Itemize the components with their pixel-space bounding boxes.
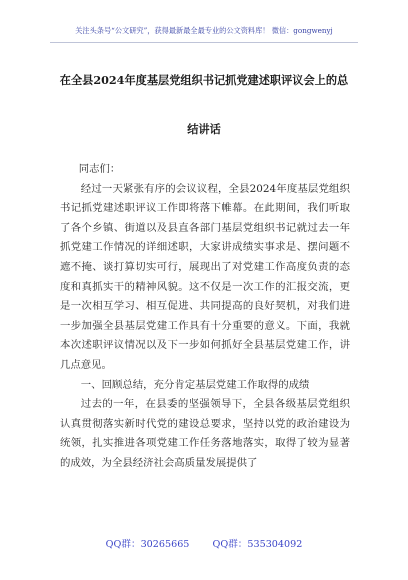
header-divider <box>50 42 358 43</box>
document-body <box>60 160 350 474</box>
paragraph-review: 过去的一年，在县委的坚强领导下，全县各级基层党组织认真贯彻落实新时代党的建设总要求，坚持以党的政治建设为统领，扎实推进各项党建工作任务落地落实，取得了较为显著的成效，为全县经济社会高质量发展提供了 <box>60 398 350 469</box>
section-heading-1: 一、回顾总结，充分肯定基层党建工作取得的成绩 <box>80 378 310 391</box>
footer-qq-group-1: QQ群：30265665 <box>105 539 190 550</box>
salutation: 同志们： <box>78 163 121 175</box>
header-notice: 关注头条号“公文研究”，获得最新最全最专业的公文资料库！ 微信：gongwenyj <box>75 26 333 35</box>
document-title-line-1: 在全县2024年度基层党组织书记抓党建述职评议会上的总 <box>59 73 349 87</box>
paragraph-intro: 经过一天紧张有序的会议议程，全县2024年度基层党组织书记抓党建述职评议工作即将落下帷幕。在此期间，我们听取了各个乡镇、街道以及县直各部门基层党组织书记就过去一年抓党建工作情况的详细述职，大家讲成绩实事求是、摆问题不遮不掩、谈打算切实可行，展现出了对党建工作高度负责的态度和真抓实干的精神风貌。这不仅是一次工作的汇报交流，更是一次相互学习、相互促进、共同提高的良好契机，对我们进一步加强全县基层党建工作具有十分重要的意义。下面，我就本次述职评议情况以及下一步如何抓好全县基层党建工作，讲几点意见。 <box>60 182 350 371</box>
footer-qq-group-2: QQ群：535304092 <box>212 539 303 550</box>
footer-contacts <box>0 536 408 550</box>
document-title-line-2: 结讲话 <box>187 122 221 136</box>
